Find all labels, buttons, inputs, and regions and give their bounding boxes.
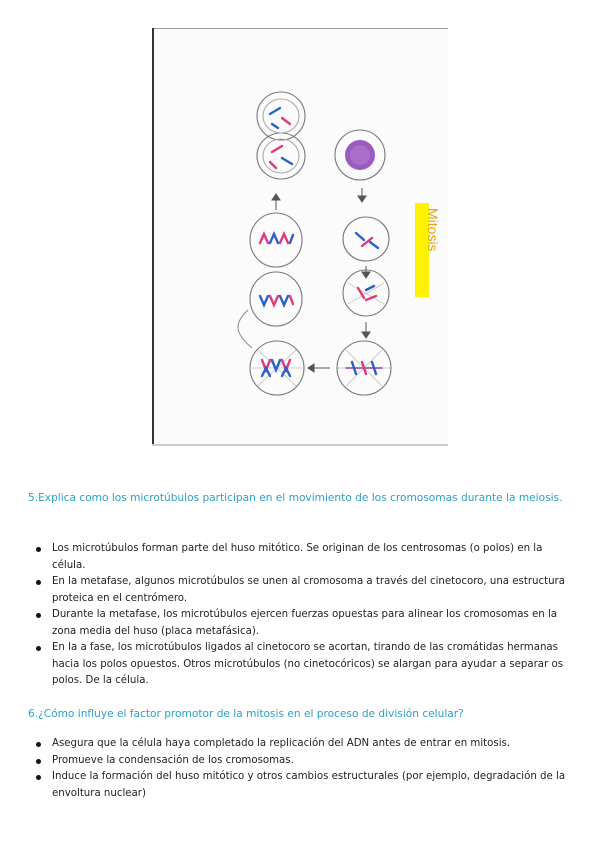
arrow-down-3 (362, 332, 370, 338)
mitosis-diagram (152, 28, 448, 446)
list-item: En la a fase, los microtúbulos ligados al cinetocoro se acortan, tirando de las cromátidas hermanas hacia los polos opuestos. Otros microtúbulos (no cinetocóricos) se alargan para ayudar a separar os polos. De la célula. (30, 640, 570, 690)
list-item: En la metafase, algunos microtúbulos se unen al cromosoma a través del cinetocoro, una estructura proteica en el centrómero. (30, 574, 570, 607)
cell-prometaphase-top (343, 217, 389, 261)
question-5-title: 5.Explica como los microtúbulos participan en el movimiento de los cromosomas durante la meiosis. (28, 492, 563, 504)
arrow-down-2 (362, 272, 370, 278)
list-item: Promueve la condensación de los cromosomas. (30, 753, 570, 770)
question-6-answer-list (30, 736, 570, 802)
list-item: Induce la formación del huso mitótico y otros cambios estructurales (por ejemplo, degradación de la envoltura nuclear) (30, 769, 570, 802)
arrow-left-1 (308, 364, 314, 372)
list-item: Asegura que la célula haya completado la replicación del ADN antes de entrar en mitosis. (30, 736, 570, 753)
arrow-down-1 (358, 196, 366, 202)
question-6-title: 6.¿Cómo influye el factor promotor de la mitosis en el proceso de división celular? (28, 708, 464, 720)
mitosis-banner-text: Mitosis (425, 208, 441, 252)
question-5-answer-list (30, 541, 570, 690)
list-item: Los microtúbulos forman parte del huso mitótico. Se originan de los centrosomas (o polos) en la célula. (30, 541, 570, 574)
list-item: Durante la metafase, los microtúbulos ejercen fuerzas opuestas para alinear los cromosomas en la zona media del huso (placa metafásica). (30, 607, 570, 640)
mitosis-drawing-photo (152, 28, 448, 446)
arrow-up-1 (272, 194, 280, 200)
